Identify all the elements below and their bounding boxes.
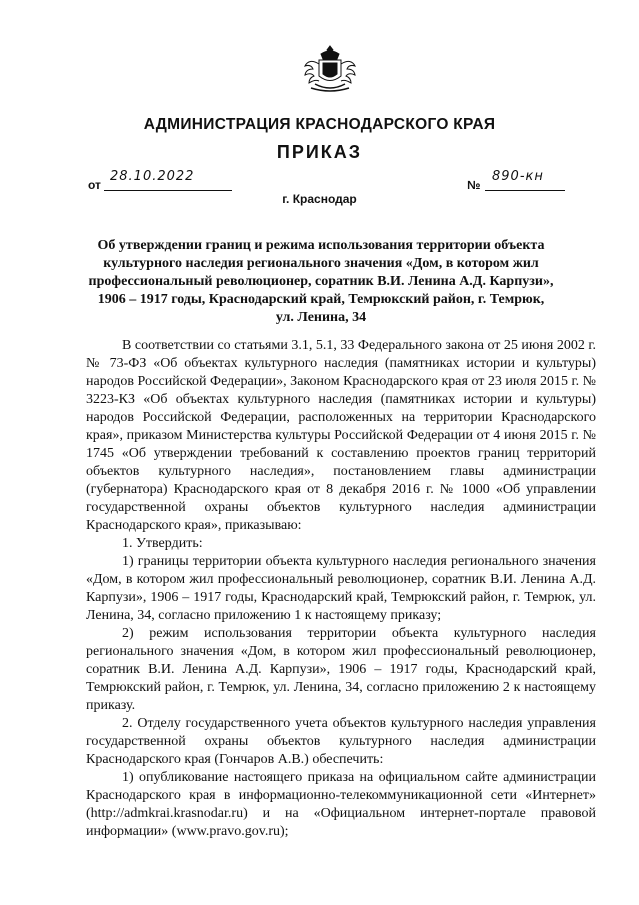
title-line: Об утверждении границ и режима использования территории объекта [97,238,545,253]
list-item: 1) опубликование настоящего приказа на официальном сайте администрации Краснодарского края в информационно-телекоммуникационной сети «Интернет» (http://admkrai.krasnodar.ru) и на «Официальном интернет-портале правовой информации» (www.pravo.gov.ru); [86,770,596,839]
title-line: ул. Ленина, 34 [275,310,367,325]
organization-name: АДМИНИСТРАЦИЯ КРАСНОДАРСКОГО КРАЯ [143,116,496,133]
list-item: 2) режим использования территории объекта культурного наследия регионального значения «Дом, в котором жил профессиональный революционер, соратник В.И. Ленина А.Д. Карпузи», 1906 – 1917 годы, Краснодарский край, Темрюкский район, г. Темрюк, ул. Ленина, 34, согласно приложению 2 к настоящему приказу. [86,626,596,713]
item-heading: 1. Утвердить: [122,536,203,551]
number-label: № [467,178,481,192]
title-line: культурного наследия регионального значения «Дом, в котором жил [103,256,539,271]
order-body [86,337,596,841]
date-label: от [88,178,101,192]
preamble-paragraph: В соответствии со статьями 3.1, 5.1, 33 Федерального закона от 25 июня 2002 г. № 73-ФЗ «Об объектах культурного наследия (памятниках истории и культуры) народов Российской Федерации», Законом Краснодарского края от 23 июля 2015 г. № 3223-КЗ «Об объектах культурного наследия (памятниках истории и культуры) народов Российской Федерации, расположенных на территории Краснодарского края», приказом Министерства культуры Российской Федерации от 4 июня 2015 г. № 1745 «Об утверждении требований к составлению проектов границ территорий объектов культурного наследия», постановлением главы администрации (губернатора) Краснодарского края от 8 декабря 2016 г. № 1000 «Об управлении государственной охраны объектов культурного наследия администрации Краснодарского края», приказываю: [86,338,596,533]
date-value: 28.10.2022 [110,169,195,184]
item-heading: 2. Отделу государственного учета объектов культурного наследия управления государственной охраны объектов культурного наследия администрации Краснодарского края (Гончаров А.В.) обеспечить: [86,716,596,767]
number-value: 890-кн [492,169,544,184]
list-item: 1) границы территории объекта культурного наследия регионального значения «Дом, в котором жил профессиональный революционер, соратник В.И. Ленина А.Д. Карпузи», 1906 – 1917 годы, Краснодарский край, Темрюкский район, г. Темрюк, ул. Ленина, 34, согласно приложению 1 к настоящему приказу; [86,554,596,623]
title-line: 1906 – 1917 годы, Краснодарский край, Темрюкский район, г. Темрюк, [97,292,545,307]
coat-of-arms-icon [301,44,359,92]
document-type: ПРИКАЗ [276,142,363,162]
order-title [86,237,556,327]
city: г. Краснодар [282,192,357,206]
title-line: профессиональный революционер, соратник В.И. Ленина А.Д. Карпузи», [88,274,554,289]
